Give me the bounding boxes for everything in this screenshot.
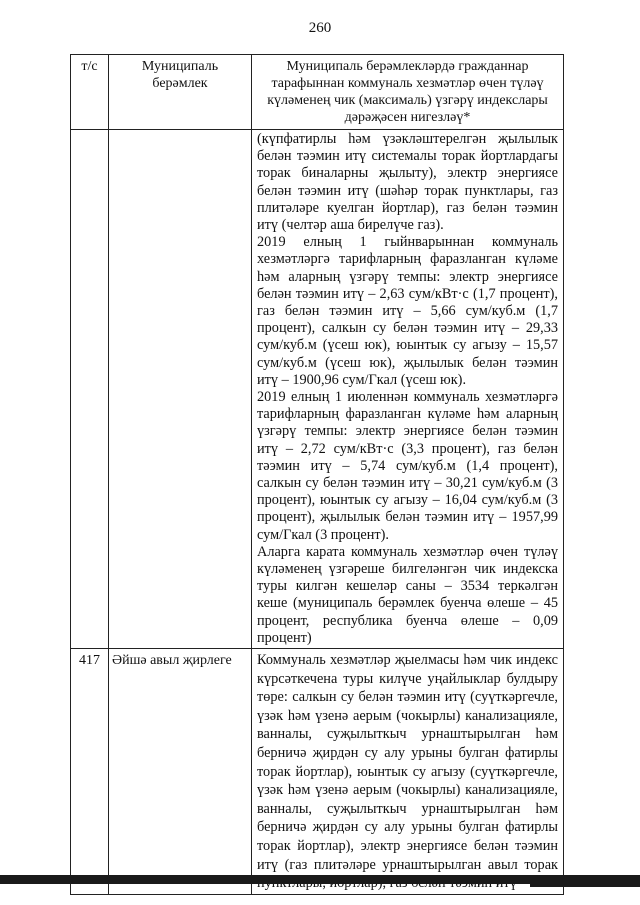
row-num: 417 — [71, 649, 109, 895]
description-paragraph: (күпфатирлы һәм үзәкләштерелгән җылылык белән тәэмин итү системалы торак йортлардагы торак биналарны җылыту), электр энергиясе белән тәэмин итү (шәһәр торак пунктлары, газ плитәләре куелган йортлар), газ белән тәэмин итү (челтәр аша бирелүче газ). — [257, 131, 558, 234]
scan-edge-bar — [530, 883, 640, 887]
description-paragraph: 2019 елның 1 июленнән коммуналь хезмәтләргә тарифларның фаразланган күләме һәм аларның үзгәрү темпы: электр энергиясе белән тәэмин итү – 2,72 сум/кВт·с (3,3 процент), газ белән тәэмин итү – 5,74 сум/куб.м (1,4 процент), салкын су белән тәэмин итү – 30,21 сум/куб.м (3 процент), юынтык су агызу – 16,04 сум/куб.м (3 процент), җылылык белән тәэмин итү – 1957,99 сум/Гкал (3 процент). — [257, 389, 558, 543]
header-num: т/с — [71, 55, 109, 130]
row-municipality: Әйшә авыл җирлеге — [109, 649, 252, 895]
header-municipality: Муниципаль берәмлек — [109, 55, 252, 130]
header-description: Муниципаль берәмлекләрдә гражданнар тарафыннан коммуналь хезмәтләр өчен түләү күләменең чик (максималь) үзгәрү индекслары дәрәҗәсен нигезләү* — [252, 55, 564, 130]
row-description — [252, 130, 564, 649]
description-paragraph: 2019 елның 1 гыйнварыннан коммуналь хезмәтләргә тарифларның фаразланган күләме һәм аларның үзгәрү темпы: электр энергиясе белән тәэмин итү – 2,63 сум/кВт·с (1,7 процент), газ белән тәэмин итү – 5,66 сум/куб.м (1,7 процент), салкын су белән тәэмин итү – 29,33 сум/куб.м (үсеш юк), юынтык су агызу – 15,57 сум/куб.м (үсеш юк), җылылык белән тәэмин итү – 1900,96 сум/Гкал (үсеш юк). — [257, 234, 558, 388]
description-paragraph: Коммуналь хезмәтләр җыелмасы һәм чик индекс күрсәткечена туры килүче уңайлыклар булдыру төре: салкын су белән тәэмин итү (суүткәргечле, үзәк һәм үзенә аерым (чокырлы) канализацияле, ванналы, суҗылыткыч урнаштырылган һәм берничә җирдән су алу урыны булган фатирлы торак йортлар), юынтык су агызу (суүткәргечле, үзәк һәм үзенә аерым (чокырлы) канализацияле, ванналы, суҗылыткыч урнаштырылган һәм берничә җирдән су алу урыны булган фатирлы торак йортлар), электр энергиясе белән тәэмин итү (газ плитәләре урнаштырылган авыл торак — [257, 652, 558, 873]
row-municipality — [109, 130, 252, 649]
table-row — [71, 130, 564, 649]
tariff-index-table — [70, 54, 564, 895]
row-num — [71, 130, 109, 649]
row-description — [252, 649, 564, 895]
page-number: 260 — [308, 20, 332, 36]
description-paragraph: Аларга карата коммуналь хезмәтләр өчен түләү күләменең үзгәреше билгеләнгән чик индекска туры килгән кешеләр саны – 3534 теркәлгән кеше (муниципаль берәмлек буенча өлеше – 45 процент, республика буенча өлеше – 0,09 процент) — [257, 543, 558, 646]
table-row — [71, 649, 564, 895]
table-header-row — [71, 55, 564, 130]
